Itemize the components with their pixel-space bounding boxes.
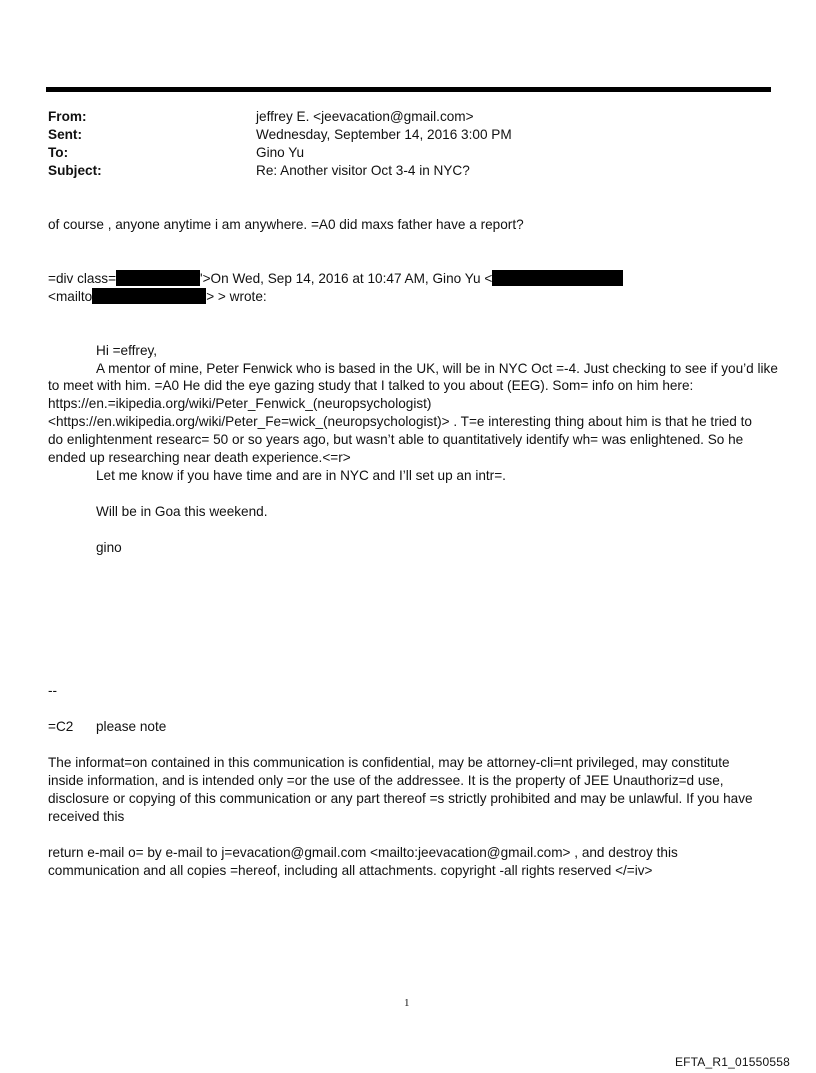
redaction-block	[92, 288, 206, 304]
note-text: please note	[96, 719, 167, 734]
disclaimer-line: inside information, and is intended only =or the use of the addressee. It is the property of JEE Unauthoriz=d use,	[48, 773, 724, 788]
document-id: EFTA_R1_01550558	[674, 1055, 790, 1069]
header-rule	[46, 87, 771, 92]
disclaimer-line: communication and all copies =hereof, including all attachments. copyright -all rights reserved </=iv>	[48, 863, 653, 878]
quoted-signoff: gino	[96, 540, 122, 555]
quote-line-2-start: <mailto	[48, 289, 93, 304]
quoted-paragraph-line: <https://en.wikipedia.org/wiki/Peter_Fe=wick_(neuropsychologist)> . T=e interesting thing about him is that he tried to	[48, 414, 752, 429]
disclaimer-line: disclosure or copying of this communication or any part thereof =s strictly prohibited and may be unlawful. If you have	[48, 791, 753, 806]
quote-line-1-end: '>On Wed, Sep 14, 2016 at 10:47 AM, Gino Yu <	[200, 271, 493, 286]
quoted-greeting: Hi =effrey,	[96, 343, 158, 358]
disclaimer-line: The informat=on contained in this communication is confidential, may be attorney-cli=nt privileged, may constitute	[48, 755, 730, 770]
from-label: From:	[48, 109, 87, 124]
quote-line-1-start: =div class=	[48, 271, 117, 286]
quoted-paragraph-line: https://en.=ikipedia.org/wiki/Peter_Fenwick_(neuropsychologist)	[48, 396, 432, 411]
quoted-paragraph-3: Will be in Goa this weekend.	[96, 504, 268, 519]
quoted-paragraph-line: do enlightenment researc= 50 or so years ago, but wasn’t able to quantitatively identify wh= was enlightened. So he	[48, 432, 744, 447]
sent-value: Wednesday, September 14, 2016 3:00 PM	[256, 127, 512, 142]
quoted-paragraph-2: Let me know if you have time and are in NYC and I’ll set up an intr=.	[96, 468, 506, 483]
redaction-block	[116, 270, 200, 286]
from-value: jeffrey E. <jeevacation@gmail.com>	[256, 109, 474, 124]
page-number: 1	[404, 997, 410, 1009]
disclaimer-line: return e-mail o= by e-mail to j=evacation@gmail.com <mailto:jeevacation@gmail.com> , and destroy this	[48, 845, 678, 860]
quote-line-2	[48, 288, 267, 305]
subject-value: Re: Another visitor Oct 3-4 in NYC?	[256, 163, 470, 178]
redaction-block	[492, 270, 623, 286]
quote-line-1	[48, 270, 623, 287]
quoted-paragraph-line: to meet with him. =A0 He did the eye gazing study that I talked to you about (EEG). Som= info on him here:	[48, 378, 694, 393]
subject-label: Subject:	[48, 163, 102, 178]
to-label: To:	[48, 145, 69, 160]
reply-text: of course , anyone anytime i am anywhere. =A0 did maxs father have a report?	[48, 217, 524, 232]
signature-separator: --	[48, 683, 58, 698]
quoted-paragraph-line: A mentor of mine, Peter Fenwick who is based in the UK, will be in NYC Oct =-4. Just checking to see if you’d like	[96, 361, 778, 376]
quote-line-2-end: > > wrote:	[206, 289, 267, 304]
quoted-paragraph-line: ended up researching near death experience.<=r>	[48, 450, 351, 465]
to-value: Gino Yu	[256, 145, 305, 160]
sent-label: Sent:	[48, 127, 82, 142]
note-code: =C2	[48, 719, 74, 734]
disclaimer-line: received this	[48, 809, 125, 824]
